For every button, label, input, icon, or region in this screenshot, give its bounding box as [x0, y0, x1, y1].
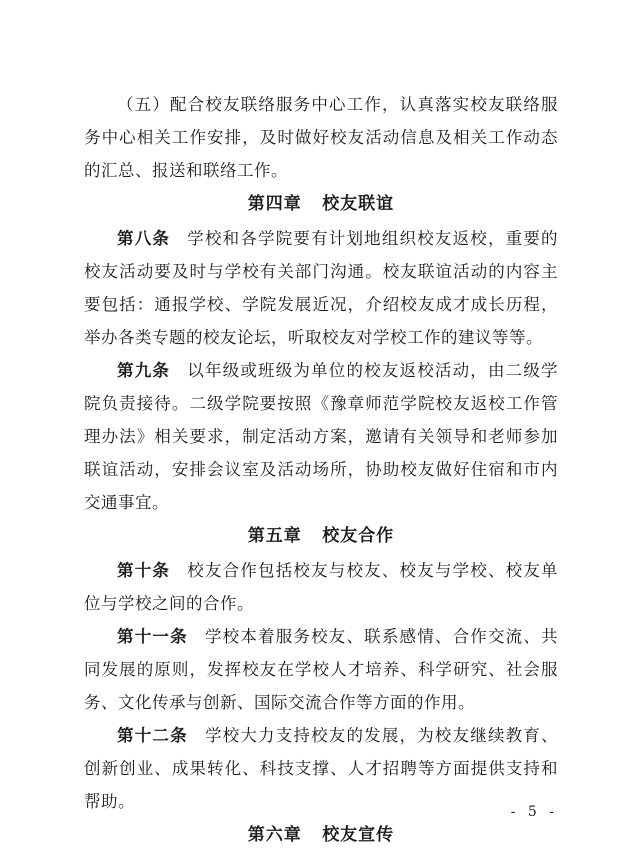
article-label: 第八条 — [117, 229, 171, 248]
article-10 — [84, 554, 558, 620]
chapter-title: 校友宣传 — [322, 825, 395, 845]
article-text: 校友合作包括校友与校友、校友与学校、校友单位与学校之间的合作。 — [84, 561, 558, 613]
article-text: 学校和各学院要有计划地组织校友返校，重要的校友活动要及时与学校有关部门沟通。校友联谊活动的内容主要包括：通报学校、学院发展近况，介绍校友成才成长历程，举办各类专题的校友论坛，听取校友对学校工作的建议等等。 — [84, 229, 558, 347]
article-label: 第十条 — [117, 561, 171, 580]
article-label: 第九条 — [117, 361, 171, 380]
article-text: 学校大力支持校友的发展，为校友继续教育、创新创业、成果转化、科技支撑、人才招聘等方面提供支持和帮助。 — [84, 726, 558, 811]
chapter-number: 第五章 — [247, 526, 302, 546]
document-body — [84, 88, 558, 853]
article-label: 第十一条 — [117, 627, 188, 646]
article-text: 学校本着服务校友、联系感情、合作交流、共同发展的原则，发挥校友在学校人才培养、科学研究、社会服务、文化传承与创新、国际交流合作等方面的作用。 — [84, 627, 558, 712]
chapter-number: 第六章 — [247, 825, 302, 845]
article-11 — [84, 620, 558, 719]
chapter-heading-4 — [84, 187, 558, 222]
chapter-heading-5 — [84, 519, 558, 554]
page-number: - 5 - — [510, 804, 558, 820]
article-text: 以年级或班级为单位的校友返校活动，由二级学院负责接待。二级学院要按照《豫章师范学院校友返校工作管理办法》相关要求，制定活动方案，邀请有关领导和老师参加联谊活动，安排会议室及活动场所，协助校友做好住宿和市内交通事宜。 — [84, 361, 558, 512]
chapter-heading-6 — [84, 818, 558, 853]
article-label: 第十二条 — [117, 726, 188, 745]
chapter-title: 校友合作 — [322, 526, 395, 546]
article-8 — [84, 222, 558, 354]
chapter-title: 校友联谊 — [322, 194, 395, 214]
article-9 — [84, 354, 558, 519]
paragraph-item-5: （五）配合校友联络服务中心工作，认真落实校友联络服务中心相关工作安排，及时做好校友活动信息及相关工作动态的汇总、报送和联络工作。 — [84, 95, 558, 180]
chapter-number: 第四章 — [247, 194, 302, 214]
article-12 — [84, 719, 558, 818]
